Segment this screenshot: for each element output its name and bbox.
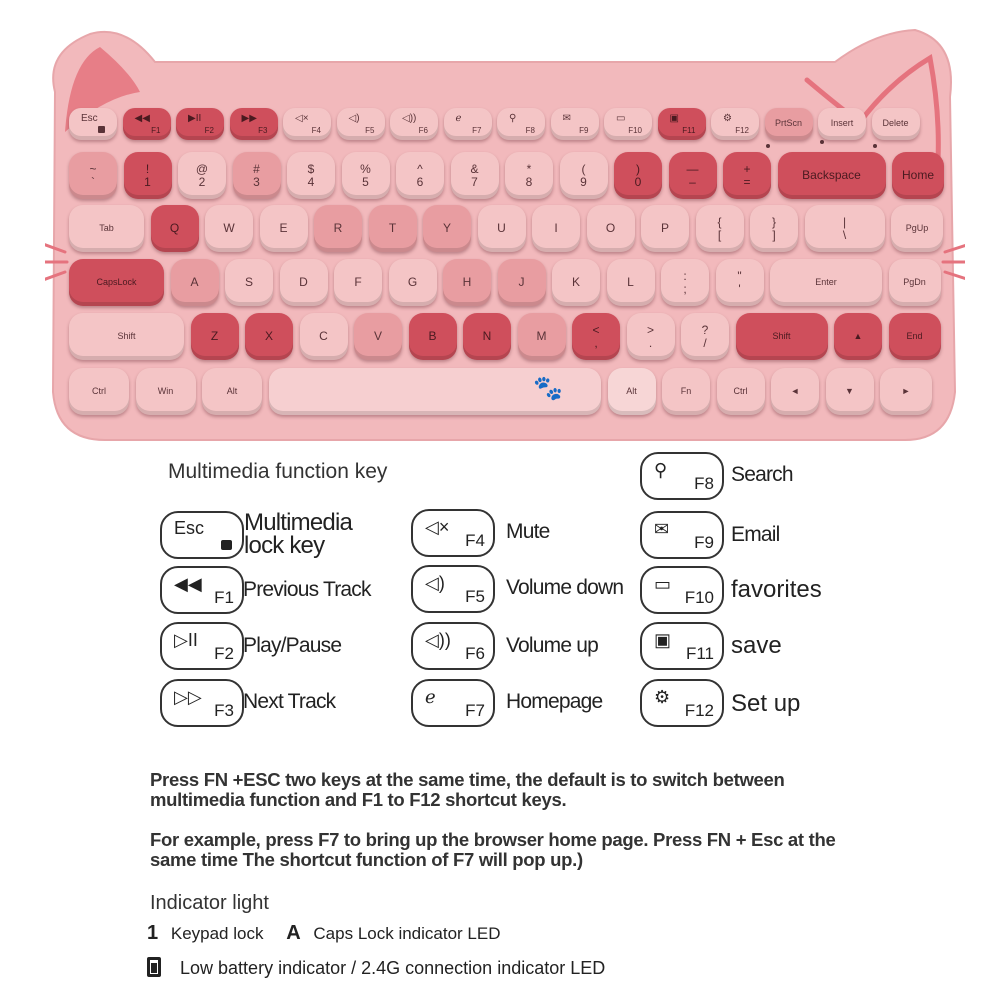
legend-key-label: Esc	[174, 518, 205, 538]
home-key-6[interactable]	[443, 259, 491, 306]
legend-key-f-label: F3	[214, 701, 234, 720]
shift-key-label-0: M	[536, 329, 547, 344]
legend-desc-5: Volume down	[506, 576, 624, 599]
num-key-top: *	[526, 161, 532, 176]
legend-key-icon: ▷II	[174, 630, 198, 650]
fn-key-label: F10	[628, 125, 642, 135]
shift-key-label-1: .	[648, 335, 653, 350]
spacebar[interactable]	[269, 368, 601, 415]
shift-key-7[interactable]	[518, 313, 566, 360]
lock-icon	[98, 126, 105, 133]
shift-key-10[interactable]	[681, 313, 729, 360]
num-key-3[interactable]	[233, 152, 281, 199]
shift-key-13[interactable]	[889, 313, 941, 360]
home-key-label-0: D	[299, 275, 308, 290]
qwerty-key-label-0: Y	[442, 221, 451, 236]
legend-desc-3: Next Track	[243, 690, 336, 713]
legend-key-icon: ▷▷	[174, 687, 202, 707]
legend-desc-2: Play/Pause	[243, 634, 342, 657]
qwerty-key-0[interactable]	[69, 205, 144, 252]
home-key-9[interactable]	[607, 259, 655, 306]
shift-key-label-0: >	[646, 322, 654, 337]
fn-key-label: F5	[365, 125, 375, 135]
legend-key-icon: ⚙	[654, 687, 671, 707]
shift-key-5[interactable]	[409, 313, 457, 360]
qwerty-key-4[interactable]	[314, 205, 362, 252]
home-key-12[interactable]	[770, 259, 882, 306]
num-key-top: ~	[89, 161, 97, 176]
num-key-7[interactable]	[451, 152, 499, 199]
home-key-label-0: G	[407, 275, 418, 290]
bottom-key-4[interactable]	[608, 368, 656, 415]
fn-key-f5[interactable]	[337, 108, 385, 140]
legend-key-f-label: F12	[684, 701, 714, 720]
shift-key-label-0: V	[373, 329, 382, 344]
num-key-bottom: 3	[253, 174, 260, 189]
num-key-2[interactable]	[178, 152, 226, 199]
legend-key-f11	[640, 622, 724, 670]
home-key-label-0: Caps	[96, 276, 118, 287]
home-key-label-0: S	[244, 275, 253, 290]
shift-key-6[interactable]	[463, 313, 511, 360]
caps-lock-label: Caps Lock indicator LED	[313, 924, 501, 943]
num-key-9[interactable]	[560, 152, 608, 199]
home-key-label-1: ;	[683, 281, 687, 296]
bottom-key-1[interactable]	[136, 368, 196, 415]
shift-key-label-0: <	[592, 322, 600, 337]
num-key-top: ^	[417, 161, 423, 176]
legend-key-icon: ◁)	[425, 573, 445, 593]
shift-key-0[interactable]	[69, 313, 184, 360]
bottom-key-label: Ctrl	[733, 385, 748, 396]
fn-key-icon: ⚙	[723, 113, 732, 124]
num-key-bottom: 9	[580, 174, 587, 189]
qwerty-key-label-0: {	[717, 214, 722, 229]
legend-title: Multimedia function key	[168, 460, 388, 483]
qwerty-key-label-0: U	[497, 221, 506, 236]
legend-key-f4	[411, 509, 495, 557]
fn-key-label: F11	[682, 125, 696, 135]
num-key-1[interactable]	[124, 152, 172, 199]
home-key-label-1: '	[738, 281, 741, 296]
fn-key-label: F4	[311, 125, 321, 135]
bottom-key-label: ◄	[790, 385, 800, 396]
legend-key-f-label: F9	[694, 533, 714, 552]
keyboard	[45, 22, 965, 442]
qwerty-key-2[interactable]	[205, 205, 253, 252]
bottom-key-8[interactable]	[826, 368, 874, 415]
qwerty-key-11[interactable]	[696, 205, 744, 252]
num-key-10[interactable]	[614, 152, 662, 199]
legend-key-icon: ✉	[654, 519, 670, 539]
num-key-bottom: 4	[307, 174, 315, 189]
fn-key-icon: ◁))	[402, 113, 417, 124]
paw-icon: 🐾	[533, 375, 563, 402]
home-key-13[interactable]	[889, 259, 941, 306]
qwerty-key-1[interactable]	[151, 205, 199, 252]
legend-desc-1: Previous Track	[243, 578, 371, 601]
legend-key-icon: ▣	[654, 630, 672, 650]
home-key-label-0: A	[190, 275, 199, 290]
fn-key-label: PrtScn	[774, 118, 802, 129]
legend-key-f-label: F7	[465, 701, 485, 720]
shift-key-label-1: ,	[594, 335, 598, 350]
num-key-8[interactable]	[505, 152, 553, 199]
legend-key-f-label: F1	[214, 588, 234, 607]
shift-key-label-0: ▲	[853, 330, 863, 341]
legend-key-icon: ◁))	[425, 630, 451, 650]
qwerty-key-label-0: PgUp	[905, 222, 929, 233]
fn-key-f10[interactable]	[604, 108, 652, 140]
fn-key-f8[interactable]	[497, 108, 545, 140]
bottom-key-9[interactable]	[880, 368, 932, 415]
num-key-14[interactable]	[892, 152, 944, 199]
shift-key-4[interactable]	[354, 313, 402, 360]
bottom-key-5[interactable]	[662, 368, 710, 415]
fn-key-label: F3	[258, 125, 268, 135]
qwerty-key-label-0: P	[660, 221, 669, 236]
qwerty-key-label-1: ]	[772, 227, 776, 242]
bottom-key-0[interactable]	[69, 368, 129, 415]
legend-key-f10	[640, 566, 724, 614]
home-key-2[interactable]	[225, 259, 273, 306]
num-key-top: (	[581, 161, 586, 176]
num-key-bottom: 1	[144, 174, 151, 189]
indicator-row-2	[147, 957, 605, 979]
home-key-8[interactable]	[552, 259, 600, 306]
shift-key-label-0: C	[319, 329, 328, 344]
qwerty-key-label-0: W	[223, 221, 235, 236]
legend-key-f-label: F6	[465, 644, 485, 663]
shift-key-9[interactable]	[627, 313, 675, 360]
bottom-key-2[interactable]	[202, 368, 262, 415]
num-key-bottom: =	[743, 174, 751, 189]
home-key-label-0: PgDn	[903, 276, 926, 287]
bottom-key-label: Fn	[680, 385, 692, 396]
legend-key-f6	[411, 622, 495, 670]
shift-key-label-0: Z	[210, 329, 219, 344]
fn-key-icon: ▭	[616, 113, 626, 124]
num-key-top: )	[636, 161, 640, 176]
legend-key-esc	[160, 511, 244, 559]
fn-key-label: F8	[525, 125, 535, 135]
fn-key-icon: ▣	[669, 113, 679, 124]
home-key-label-0: L	[627, 275, 634, 290]
fn-key-icon: ✉	[562, 113, 571, 124]
qwerty-key-13[interactable]	[805, 205, 885, 252]
legend-key-f12	[640, 679, 724, 727]
legend-key-icon: ▭	[654, 574, 672, 594]
shift-key-2[interactable]	[245, 313, 293, 360]
fn-key-label: Delete	[882, 118, 909, 129]
shift-key-8[interactable]	[572, 313, 620, 360]
num-key-0[interactable]	[69, 152, 117, 199]
home-key-5[interactable]	[389, 259, 437, 306]
home-key-label-0: F	[354, 275, 362, 290]
qwerty-key-10[interactable]	[641, 205, 689, 252]
qwerty-key-5[interactable]	[369, 205, 417, 252]
num-key-top: &	[470, 161, 479, 176]
shift-key-3[interactable]	[300, 313, 348, 360]
num-key-bottom: –	[689, 174, 696, 189]
legend-key-icon: ⚲	[654, 460, 668, 480]
legend-key-f-label: F10	[684, 588, 714, 607]
qwerty-key-label-0: Q	[169, 221, 180, 236]
home-key-11[interactable]	[716, 259, 764, 306]
bottom-key-label: Alt	[626, 385, 637, 396]
shift-key-11[interactable]	[736, 313, 828, 360]
fn-key-f12[interactable]	[711, 108, 759, 140]
legend-desc-7: Homepage	[506, 690, 603, 713]
fn-key-esc[interactable]	[69, 108, 117, 140]
num-key-label: Home	[901, 168, 934, 183]
fn-key-prtscn[interactable]	[765, 108, 813, 140]
fn-key-label: F7	[472, 125, 482, 135]
shift-key-1[interactable]	[191, 313, 239, 360]
fn-key-icon: ◁×	[295, 113, 309, 124]
fn-key-icon: ◀◀	[134, 113, 150, 124]
fn-key-icon: ▶II	[188, 113, 202, 124]
qwerty-key-label-1: [	[717, 227, 722, 242]
home-key-label-0: J	[518, 275, 525, 290]
qwerty-key-14[interactable]	[891, 205, 943, 252]
legend-key-f-label: F2	[214, 644, 234, 663]
indicator-title: Indicator light	[150, 892, 269, 914]
fn-key-f6[interactable]	[390, 108, 438, 140]
home-key-label-0: :	[683, 268, 687, 283]
legend-desc-9: Email	[731, 523, 780, 546]
home-key-label-1: Lock	[117, 276, 137, 287]
legend-key-f-label: F5	[465, 587, 485, 606]
note-paragraph-2: For example, press F7 to bring up the browser home page. Press FN + Esc at the same time The shortcut function of F7 will pop up.)	[150, 829, 836, 871]
indicator-row-1	[147, 922, 501, 945]
keypad-lock-symbol: 1	[147, 922, 159, 944]
fn-key-icon: ⚲	[509, 113, 517, 124]
num-key-bottom: 2	[198, 174, 206, 189]
fn-key-label: Esc	[81, 113, 98, 124]
num-key-bottom: 5	[362, 174, 369, 189]
qwerty-key-label-0: }	[771, 214, 776, 229]
qwerty-key-12[interactable]	[750, 205, 798, 252]
home-key-10[interactable]	[661, 259, 709, 306]
shift-key-label-0: Shift	[117, 330, 136, 341]
legend-key-f7	[411, 679, 495, 727]
fn-key-label: F9	[579, 125, 589, 135]
note-paragraph-1: Press FN +ESC two keys at the same time, the default is to switch between multimedia function and F1 to F12 shortcut keys.	[150, 769, 785, 811]
fn-key-label: F2	[204, 125, 214, 135]
qwerty-key-label-0: |	[842, 214, 847, 229]
legend-key-f-label: F4	[465, 531, 485, 550]
num-key-top: $	[307, 161, 315, 176]
home-key-3[interactable]	[280, 259, 328, 306]
bottom-key-6[interactable]	[717, 368, 765, 415]
legend-key-f2	[160, 622, 244, 670]
fn-key-label: Insert	[830, 118, 854, 129]
num-key-6[interactable]	[396, 152, 444, 199]
home-key-4[interactable]	[334, 259, 382, 306]
num-key-bottom: `	[91, 174, 95, 189]
shift-key-12[interactable]	[834, 313, 882, 360]
legend-desc-6: Volume up	[506, 634, 599, 657]
home-key-label-0: K	[571, 275, 580, 290]
bottom-key-label: ►	[901, 385, 911, 396]
num-key-top: #	[253, 161, 260, 176]
legend-desc-8: Search	[731, 463, 793, 486]
home-key-label-0: "	[737, 268, 742, 283]
qwerty-key-label-0: R	[333, 221, 343, 236]
legend-key-f8	[640, 452, 724, 500]
fn-key-f7[interactable]	[444, 108, 492, 140]
legend-key-f5	[411, 565, 495, 613]
legend-key-f-label: F8	[694, 474, 714, 493]
shift-key-label-0: End	[906, 330, 923, 341]
fn-key-icon: ▶▶	[241, 113, 257, 124]
shift-key-label-0: B	[428, 329, 437, 344]
home-key-7[interactable]	[498, 259, 546, 306]
qwerty-key-label-1: \	[842, 227, 847, 242]
num-key-top: @	[195, 161, 209, 176]
bottom-key-label: Ctrl	[92, 385, 106, 396]
fn-key-label: F12	[735, 125, 749, 135]
legend-key-icon: ◀◀	[174, 574, 202, 594]
num-key-5[interactable]	[342, 152, 390, 199]
qwerty-key-label-0: Tab	[99, 222, 114, 233]
num-key-13[interactable]	[778, 152, 886, 199]
shift-key-label-1: /	[703, 335, 707, 350]
legend-key-f3	[160, 679, 244, 727]
num-key-12[interactable]	[723, 152, 771, 199]
num-key-bottom: 6	[416, 174, 424, 189]
fn-key-label: F6	[418, 125, 428, 135]
home-key-0[interactable]	[69, 259, 164, 306]
qwerty-key-label-0: I	[554, 221, 558, 236]
num-key-11[interactable]	[669, 152, 717, 199]
shift-key-label-0: ?	[701, 322, 709, 337]
fn-key-f1[interactable]	[123, 108, 171, 140]
legend-key-f-label: F11	[685, 644, 714, 663]
bottom-key-7[interactable]	[771, 368, 819, 415]
home-key-1[interactable]	[171, 259, 219, 306]
bottom-key-label: Alt	[226, 385, 238, 396]
num-key-bottom: 7	[471, 174, 478, 189]
qwerty-key-7[interactable]	[478, 205, 526, 252]
num-key-top: +	[743, 161, 751, 176]
home-key-label-0: Enter	[815, 276, 837, 287]
legend-key-f9	[640, 511, 724, 559]
lock-icon	[221, 540, 232, 550]
legend-key-f1	[160, 566, 244, 614]
fn-key-f3[interactable]	[230, 108, 278, 140]
home-key-label-0: H	[462, 275, 472, 290]
fn-key-f4[interactable]	[283, 108, 331, 140]
legend-desc-12: Set up	[731, 690, 801, 717]
legend-desc-4: Mute	[506, 520, 550, 543]
qwerty-key-8[interactable]	[532, 205, 580, 252]
fn-key-insert[interactable]	[818, 108, 866, 140]
num-key-4[interactable]	[287, 152, 335, 199]
num-key-label: Backspace	[802, 168, 861, 183]
qwerty-key-3[interactable]	[260, 205, 308, 252]
battery-icon	[147, 957, 161, 977]
legend-desc-11: save	[731, 632, 782, 659]
fn-key-icon: ℯ	[455, 113, 462, 124]
num-key-top: %	[360, 161, 371, 176]
legend-key-icon: ◁×	[425, 517, 450, 537]
qwerty-key-label-0: E	[279, 221, 288, 236]
shift-key-label-0: N	[482, 329, 492, 344]
fn-key-f11[interactable]	[658, 108, 706, 140]
num-key-top: —	[686, 161, 699, 176]
bottom-key-label: ▼	[845, 385, 854, 396]
fn-key-f9[interactable]	[551, 108, 599, 140]
keypad-lock-label: Keypad lock	[170, 924, 264, 943]
qwerty-key-6[interactable]	[423, 205, 471, 252]
legend-key-icon: ℯ	[425, 687, 436, 707]
bottom-key-label: Win	[157, 385, 174, 396]
caps-lock-symbol: A	[286, 922, 301, 944]
num-key-bottom: 0	[634, 174, 642, 189]
num-key-top: !	[145, 161, 150, 176]
qwerty-key-label-0: O	[605, 221, 616, 236]
qwerty-key-label-0: T	[388, 221, 397, 236]
fn-key-icon: ◁)	[348, 113, 360, 124]
battery-indicator-label: Low battery indicator / 2.4G connection indicator LED	[180, 958, 606, 978]
qwerty-key-9[interactable]	[587, 205, 635, 252]
shift-key-label-0: Shift	[772, 330, 791, 341]
fn-key-delete[interactable]	[872, 108, 920, 140]
shift-key-label-0: X	[264, 329, 273, 344]
num-key-bottom: 8	[525, 174, 533, 189]
legend-desc-10: favorites	[731, 576, 822, 603]
legend-desc-0: Multimedia lock key	[244, 509, 353, 559]
fn-key-label: F1	[151, 125, 161, 135]
fn-key-f2[interactable]	[176, 108, 224, 140]
